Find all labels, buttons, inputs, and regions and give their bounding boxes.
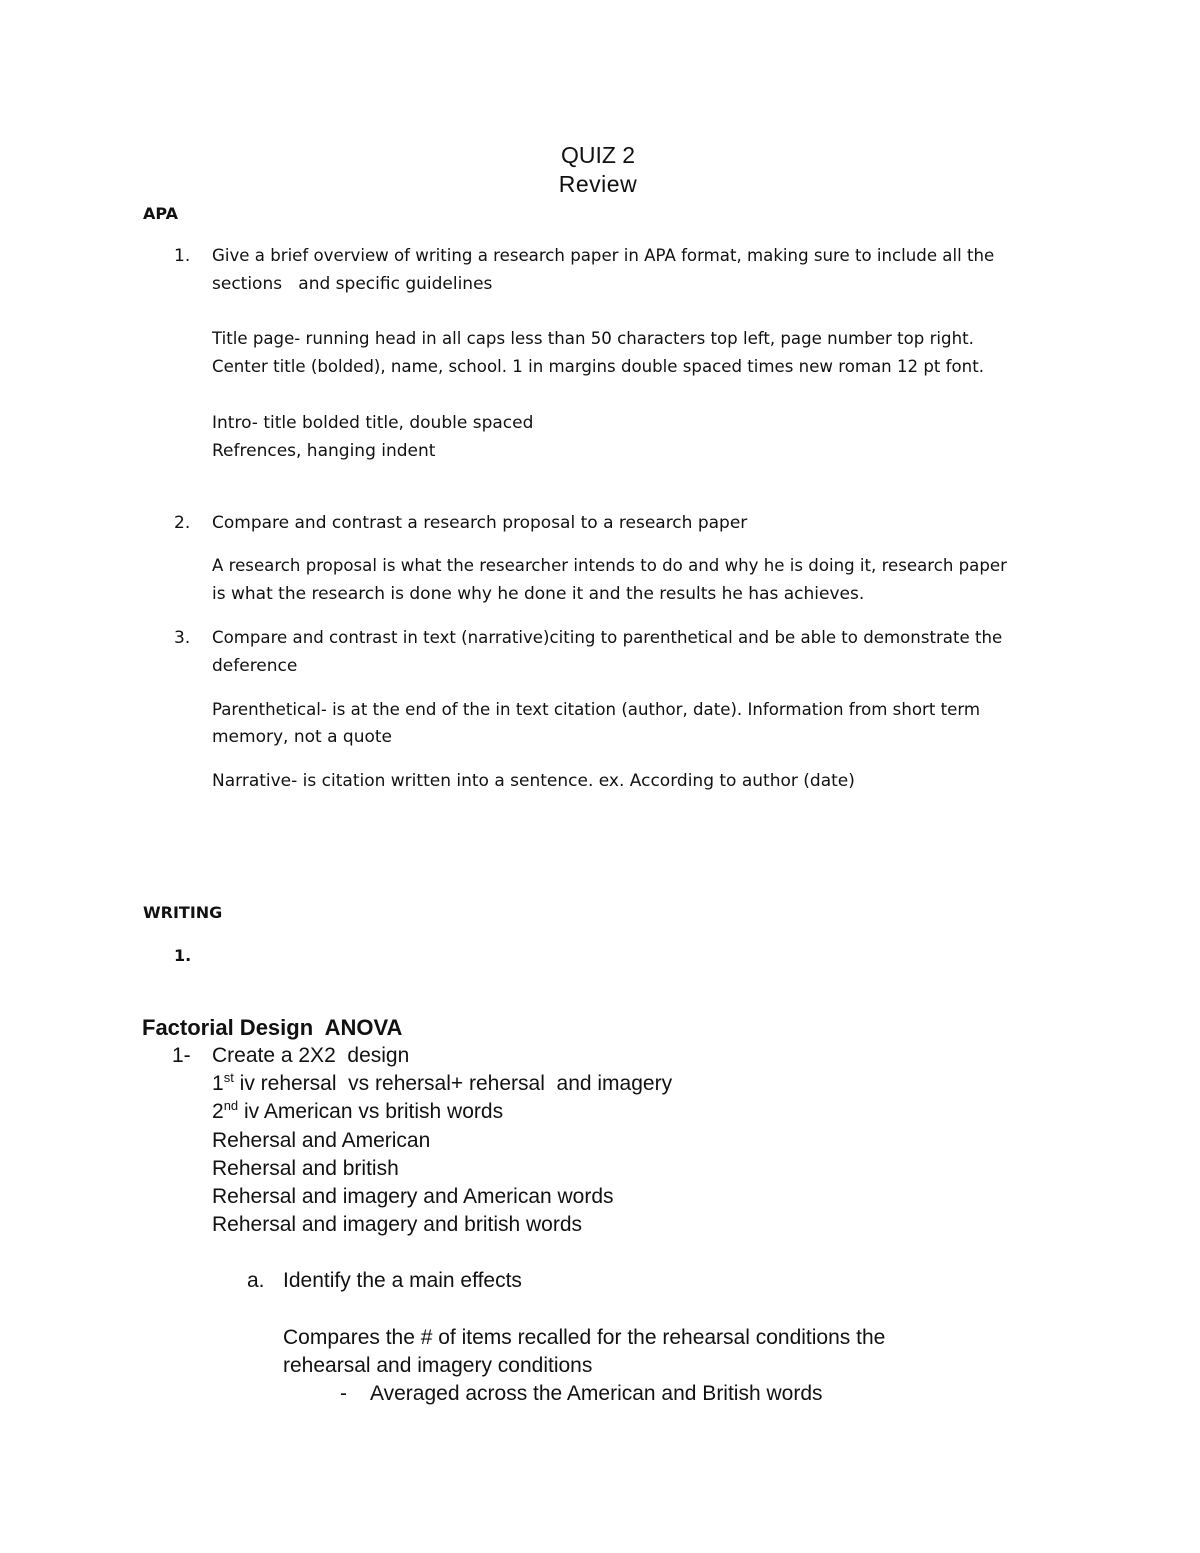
iv-ordinal: 2 xyxy=(212,1100,224,1123)
section-label-apa: APA xyxy=(143,204,179,223)
section-label-writing: WRITING xyxy=(143,903,223,922)
list-number: 1- xyxy=(172,1044,191,1067)
condition-line: Rehersal and imagery and british words xyxy=(212,1213,583,1236)
iv-text: iv rehersal vs rehersal+ rehersal and imagery xyxy=(233,1072,673,1095)
iv-ordinal-suffix: nd xyxy=(223,1098,239,1113)
answer-text: Title page- running head in all caps less than 50 characters top left, page number top right. xyxy=(212,329,974,348)
sub-list-marker: a. xyxy=(247,1269,265,1292)
condition-line: Rehersal and American xyxy=(212,1129,431,1152)
question-number: 1. xyxy=(174,246,191,266)
iv-line xyxy=(212,1072,672,1096)
answer-text: Narrative- is citation written into a sentence. ex. According to author (date) xyxy=(212,771,855,791)
question-text: Give a brief overview of writing a research paper in APA format, making sure to include all the xyxy=(212,246,995,265)
dash-marker: - xyxy=(340,1382,347,1405)
iv-ordinal: 1 xyxy=(212,1072,224,1095)
question-text: sections and specific guidelines xyxy=(212,274,493,294)
answer-text: rehearsal and imagery conditions xyxy=(283,1354,593,1377)
answer-text: Center title (bolded), name, school. 1 in margins double spaced times new roman 12 pt font. xyxy=(212,357,984,376)
condition-line: Rehersal and imagery and American words xyxy=(212,1185,614,1208)
answer-text: Refrences, hanging indent xyxy=(212,441,436,461)
question-text: Compare and contrast a research proposal to a research paper xyxy=(212,513,748,533)
condition-line: Rehersal and british xyxy=(212,1157,399,1180)
bullet-text: Averaged across the American and British words xyxy=(370,1382,823,1405)
question-text: deference xyxy=(212,656,298,676)
answer-text: memory, not a quote xyxy=(212,727,392,747)
answer-text: is what the research is done why he done it and the results he has achieves. xyxy=(212,584,865,604)
iv-text: iv American vs british words xyxy=(238,1100,504,1123)
answer-text: Intro- title bolded title, double spaced xyxy=(212,413,534,433)
section-heading-factorial: Factorial Design ANOVA xyxy=(142,1015,403,1040)
question-number: 3. xyxy=(174,628,191,648)
answer-text: Compares the # of items recalled for the rehearsal conditions the xyxy=(283,1326,886,1349)
question-text: Compare and contrast in text (narrative)citing to parenthetical and be able to demonstrate the xyxy=(212,628,1003,647)
sub-list-item: Identify the a main effects xyxy=(283,1269,522,1292)
answer-text: Parenthetical- is at the end of the in text citation (author, date). Information from short term xyxy=(212,700,981,719)
answer-text: A research proposal is what the researcher intends to do and why he is doing it, research paper xyxy=(212,556,1007,575)
question-number: 1. xyxy=(174,946,192,965)
question-number: 2. xyxy=(174,513,191,533)
page-title: QUIZ 2 xyxy=(560,142,636,168)
page-subtitle: Review xyxy=(558,171,638,197)
iv-ordinal-suffix: st xyxy=(223,1070,234,1085)
iv-line xyxy=(212,1100,503,1124)
list-item: Create a 2X2 design xyxy=(212,1044,410,1067)
